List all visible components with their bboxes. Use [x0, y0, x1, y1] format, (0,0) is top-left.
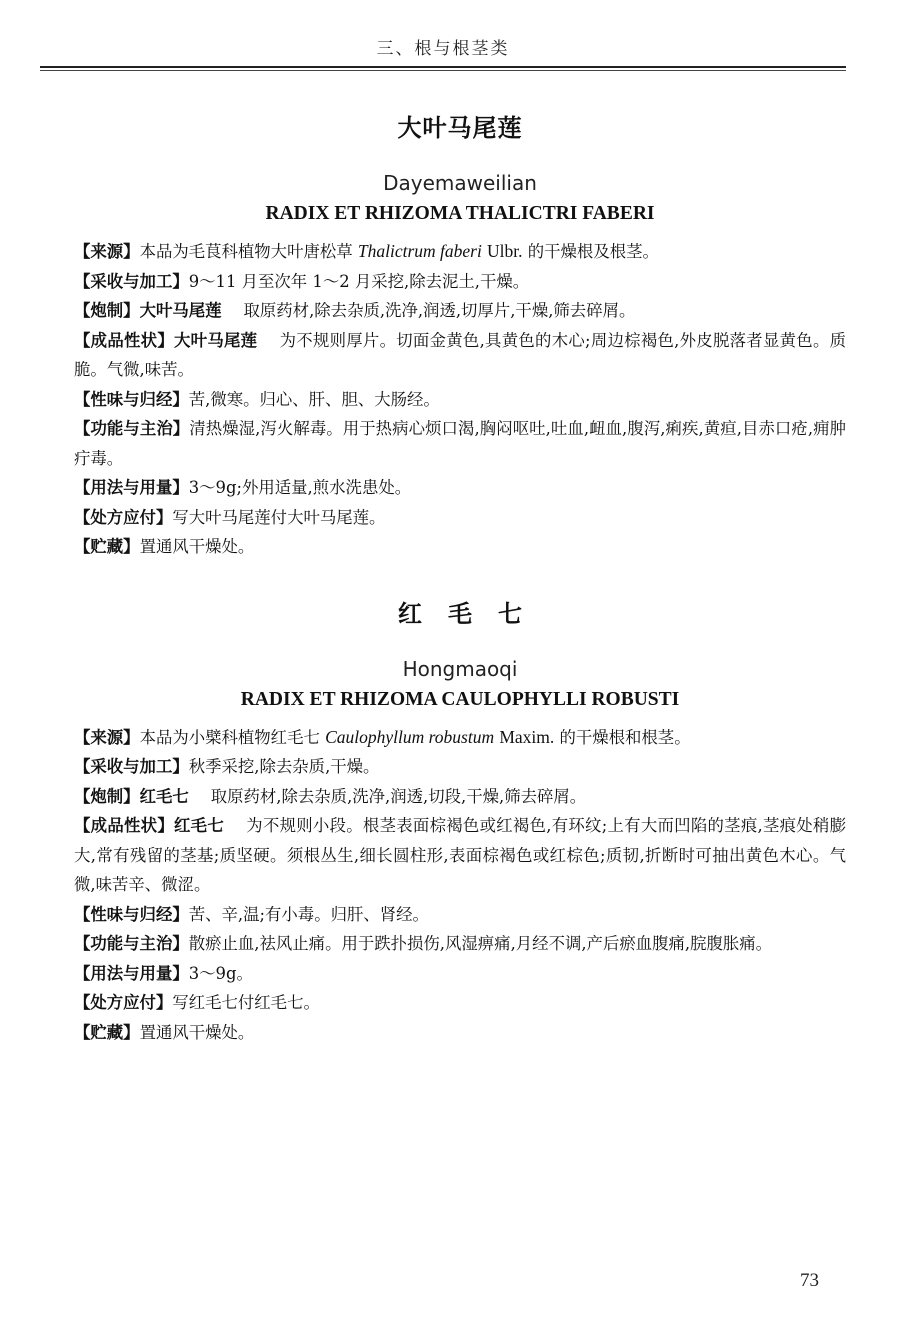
- section-label: 【功能与主治】: [74, 934, 189, 953]
- nature-text: 苦、辛,温;有小毒。归肝、肾经。: [188, 904, 429, 924]
- source-text: 本品为毛茛科植物大叶唐松草: [139, 242, 353, 261]
- section-label: 【处方应付】: [74, 993, 173, 1012]
- storage-text: 置通风干燥处。: [139, 1022, 255, 1042]
- section-label: 【功能与主治】: [74, 419, 190, 438]
- section-label: 【成品性状】: [74, 330, 174, 350]
- entry-title: 红毛七: [398, 599, 548, 628]
- source-text: 本品为小檗科植物红毛七: [139, 727, 320, 747]
- function-text: 散瘀止血,祛风止痛。用于跌扑损伤,风湿痹痛,月经不调,产后瘀血腹痛,脘腹胀痛。: [188, 934, 773, 953]
- entry-latin-name: RADIX ET RHIZOMA CAULOPHYLLI ROBUSTI: [240, 688, 680, 710]
- properties-text: 为不规则厚片。切面金黄色,具黄色的木心;周边棕褐色,外皮脱落者显黄色。质脆。气微,味苦。: [74, 330, 847, 379]
- processed-name: 大叶马尾莲: [174, 330, 258, 350]
- processing-text: 取原药材,除去杂质,洗净,润透,切段,干燥,筛去碎屑。: [210, 786, 587, 806]
- storage-paragraph: [74, 1018, 846, 1048]
- storage-paragraph: [74, 532, 846, 562]
- section-label: 【来源】: [74, 242, 140, 261]
- processing-text: 取原药材,除去杂质,洗净,润透,切厚片,干燥,筛去碎屑。: [243, 301, 636, 320]
- entry-separator-space: [74, 562, 846, 594]
- section-label: 【成品性状】: [74, 816, 174, 835]
- properties-paragraph: [74, 326, 846, 385]
- page-content: [74, 108, 846, 1047]
- section-label: 【贮藏】: [74, 1022, 140, 1042]
- function-paragraph: [74, 414, 846, 473]
- section-label: 【性味与归经】: [74, 389, 189, 409]
- source-paragraph: [74, 237, 846, 267]
- harvest-paragraph: [74, 267, 846, 297]
- harvest-text: 秋季采挖,除去杂质,干燥。: [188, 757, 380, 776]
- nature-paragraph: [74, 385, 846, 415]
- dosage-paragraph: [74, 473, 846, 503]
- section-label: 【炮制】: [74, 786, 140, 806]
- entry-pinyin: Dayemaweilian: [383, 171, 537, 195]
- prescription-text: 写红毛七付红毛七。: [172, 993, 320, 1012]
- entry-latin-name: RADIX ET RHIZOMA THALICTRI FABERI: [265, 203, 655, 224]
- author-citation: Maxim.: [499, 726, 555, 747]
- dosage-text: 3～9g。: [188, 963, 253, 983]
- entry-title: 大叶马尾莲: [397, 114, 523, 142]
- harvest-paragraph: [74, 752, 846, 782]
- processing-paragraph: [74, 782, 846, 812]
- scientific-name: Caulophyllum robustum: [325, 726, 495, 747]
- nature-text: 苦,微寒。归心、肝、胆、大肠经。: [188, 389, 440, 409]
- author-citation: Ulbr.: [487, 241, 523, 261]
- section-label: 【来源】: [74, 727, 140, 747]
- section-label: 【处方应付】: [74, 507, 173, 527]
- section-label: 【炮制】: [74, 301, 140, 320]
- scientific-name: Thalictrum faberi: [357, 241, 482, 261]
- source-text-end: 的干燥根和根茎。: [559, 727, 691, 747]
- dosage-text: 3～9g;外用适量,煎水洗患处。: [188, 478, 412, 497]
- processed-name: 红毛七: [139, 786, 189, 806]
- source-paragraph: [74, 723, 846, 753]
- entry-pinyin: Hongmaoqi: [402, 656, 518, 681]
- monograph-entry: [74, 594, 846, 1048]
- section-label: 【采收与加工】: [74, 757, 189, 776]
- properties-text: 为不规则小段。根茎表面棕褐色或红褐色,有环纹;上有大而凹陷的茎痕,茎痕处稍膨大,常有残留的茎基;质坚硬。须根丛生,细长圆柱形,表面棕褐色或红棕色;质韧,折断时可抽出黄色木心。气微,味苦辛、微涩。: [74, 816, 847, 894]
- section-label: 【用法与用量】: [74, 963, 189, 983]
- section-label: 【性味与归经】: [74, 904, 189, 924]
- running-head: 三、根与根茎类: [376, 39, 510, 59]
- section-label: 【采收与加工】: [74, 271, 189, 291]
- storage-text: 置通风干燥处。: [139, 537, 255, 556]
- prescription-text: 写大叶马尾莲付大叶马尾莲。: [172, 507, 386, 527]
- processed-name: 红毛七: [174, 816, 224, 835]
- section-label: 【贮藏】: [74, 537, 140, 556]
- prescription-paragraph: [74, 988, 846, 1018]
- processed-name: 大叶马尾莲: [139, 301, 222, 320]
- properties-paragraph: [74, 811, 846, 900]
- header-rule-thin: [40, 70, 846, 71]
- harvest-text: 9～11 月至次年 1～2 月采挖,除去泥土,干燥。: [188, 271, 530, 291]
- monograph-entry: [74, 108, 846, 562]
- function-paragraph: [74, 929, 846, 959]
- header-rule: [40, 66, 846, 68]
- nature-paragraph: [74, 900, 846, 930]
- dosage-paragraph: [74, 959, 846, 989]
- page-number: 73: [800, 1270, 819, 1291]
- prescription-paragraph: [74, 503, 846, 533]
- source-text-end: 的干燥根及根茎。: [527, 242, 659, 261]
- function-text: 清热燥湿,泻火解毒。用于热病心烦口渴,胸闷呕吐,吐血,衄血,腹泻,痢疾,黄疸,目赤口疮,痈肿疔毒。: [74, 419, 847, 468]
- processing-paragraph: [74, 296, 846, 326]
- section-label: 【用法与用量】: [74, 478, 189, 497]
